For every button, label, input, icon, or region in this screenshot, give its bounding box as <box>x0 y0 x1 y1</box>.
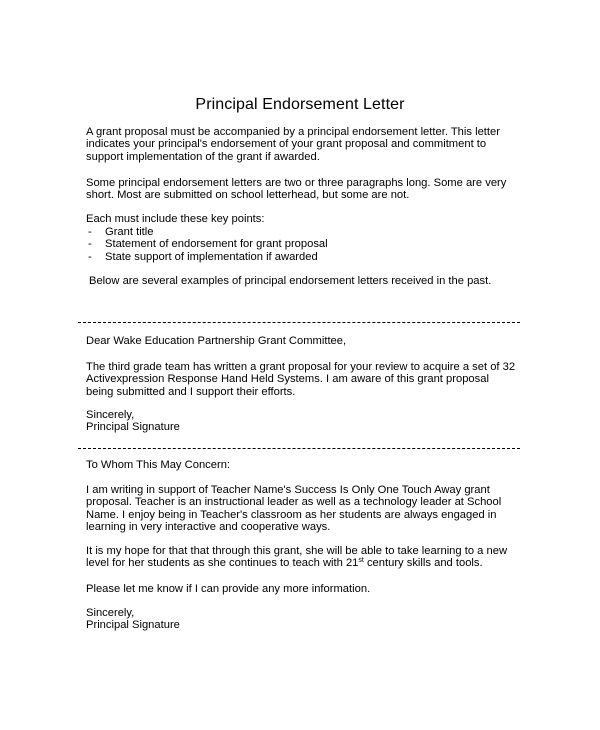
letter-2-p1-line: proposal. Teacher is an instructional leader as well as a technology leader at School <box>86 496 502 509</box>
salutation: Dear Wake Education Partnership Grant Committee, <box>86 335 347 347</box>
section-divider <box>78 322 520 323</box>
letter-2-p2-line <box>86 557 526 569</box>
letter-2-paragraph-2 <box>86 545 526 570</box>
bullet-text: Statement of endorsement for grant proposal <box>105 238 328 251</box>
section-divider <box>78 448 520 449</box>
ordinal-suffix: st <box>358 557 364 565</box>
intro-p1-line: support implementation of the grant if awarded. <box>86 150 320 163</box>
letter-2-salutation <box>86 459 526 471</box>
intro-p1-line: indicates your principal's endorsement of your grant proposal and commitment to <box>86 138 487 151</box>
bullet-text: State support of implementation if awarded <box>105 250 318 263</box>
letter-1-salutation <box>86 335 526 347</box>
letter-2-signoff <box>86 607 526 632</box>
letter-2-p1-line: learning in very interactive and cooperative ways. <box>86 521 331 534</box>
letter-1-body-line: The third grade team has written a grant proposal for your review to acquire a set of 32 <box>86 361 516 373</box>
letter-1-signoff <box>86 409 526 434</box>
intro-p2-line: short. Most are submitted on school letterhead, but some are not. <box>86 189 410 202</box>
key-points-heading: Each must include these key points: <box>86 213 265 225</box>
intro-p2-line: Some principal endorsement letters are two or three paragraphs long. Some are very <box>86 177 507 189</box>
closing: Sincerely, <box>86 607 135 619</box>
letter-2-paragraph-1 <box>86 484 526 534</box>
bullet-mark: - <box>88 226 92 238</box>
intro-p1-line: A grant proposal must be accompanied by a principal endorsement letter. This letter <box>86 126 500 138</box>
intro-paragraph-4 <box>89 275 529 287</box>
p2-text-after: century skills and tools. <box>363 557 483 570</box>
letter-2-paragraph-3 <box>86 583 526 595</box>
signature: Principal Signature <box>86 421 180 434</box>
document-title: Principal Endorsement Letter <box>195 96 405 113</box>
closing: Sincerely, <box>86 409 135 421</box>
intro-paragraph-2 <box>86 177 526 202</box>
bullet-mark: - <box>88 238 92 251</box>
letter-2-p1-line: I am writing in support of Teacher Name's Success Is Only One Touch Away grant <box>86 484 490 496</box>
intro-paragraph-3 <box>86 213 526 225</box>
letter-2-p1-line: Name. I enjoy being in Teacher's classroom as her students are always engaged in <box>86 508 497 521</box>
bullet-mark: - <box>88 250 92 263</box>
letter-2-p2-line: It is my hope for that that through this grant, she will be able to take learning to a new <box>86 545 508 557</box>
signature: Principal Signature <box>86 619 180 632</box>
bullet-text: Grant title <box>105 226 154 238</box>
p2-text-before: level for her students as she continues to teach with 21 <box>86 557 359 570</box>
letter-1-body-line: being submitted and I support their efforts. <box>86 385 296 398</box>
salutation: To Whom This May Concern: <box>86 459 231 471</box>
intro-paragraph-1 <box>86 126 526 163</box>
letter-2-p3-line: Please let me know if I can provide any more information. <box>86 583 371 595</box>
letter-1-body-line: Activexpression Response Hand Held Systems. I am aware of this grant proposal <box>86 373 489 386</box>
examples-intro: Below are several examples of principal endorsement letters received in the past. <box>89 275 492 287</box>
letter-1-body <box>86 361 526 398</box>
